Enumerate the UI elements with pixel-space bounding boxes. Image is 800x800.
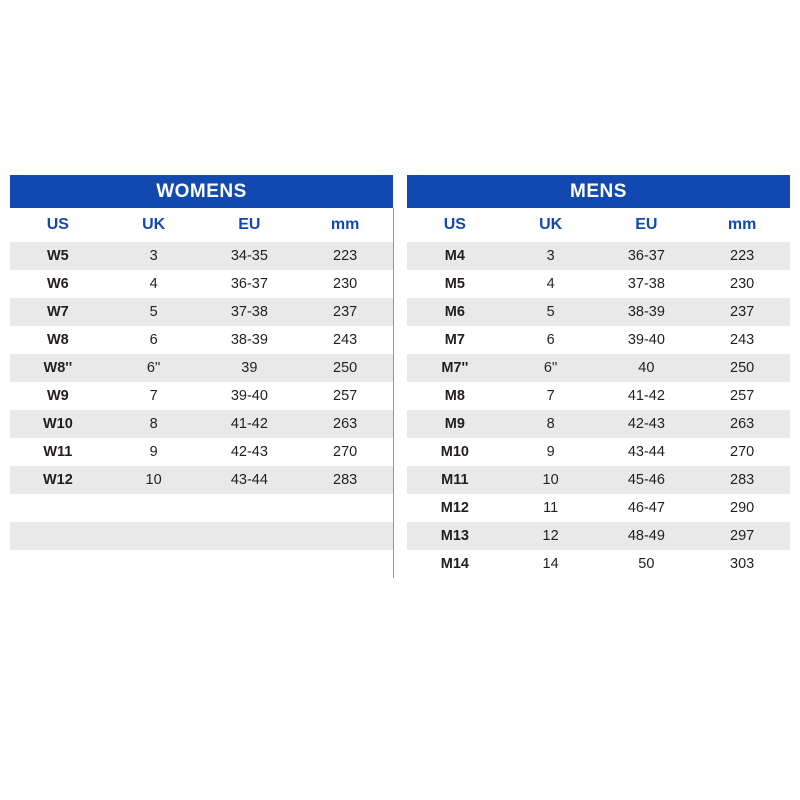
womens-banner: WOMENS (10, 175, 393, 208)
mens-us: M14 (407, 550, 503, 578)
mens-eu: 37-38 (599, 270, 695, 298)
womens-header-us: US (10, 208, 106, 242)
mens-eu: 45-46 (599, 466, 695, 494)
womens-us: W8'' (10, 354, 106, 382)
womens-us: W10 (10, 410, 106, 438)
size-chart-container (10, 175, 790, 578)
womens-eu: 36-37 (202, 270, 298, 298)
womens-uk: 8 (106, 410, 202, 438)
womens-header-eu: EU (202, 208, 298, 242)
mens-uk: 5 (503, 298, 599, 326)
mens-eu: 39-40 (599, 326, 695, 354)
mens-uk: 12 (503, 522, 599, 550)
mens-mm: 230 (694, 270, 790, 298)
divider-line (393, 208, 394, 578)
mens-uk: 6'' (503, 354, 599, 382)
womens-eu: 41-42 (202, 410, 298, 438)
mens-us: M11 (407, 466, 503, 494)
womens-eu: 39-40 (202, 382, 298, 410)
mens-eu: 40 (599, 354, 695, 382)
womens-us (10, 550, 106, 578)
womens-uk (106, 522, 202, 550)
mens-eu: 41-42 (599, 382, 695, 410)
mens-header-us: US (407, 208, 503, 242)
mens-mm: 237 (694, 298, 790, 326)
womens-us: W6 (10, 270, 106, 298)
mens-uk: 9 (503, 438, 599, 466)
mens-eu: 48-49 (599, 522, 695, 550)
womens-us: W12 (10, 466, 106, 494)
mens-eu: 46-47 (599, 494, 695, 522)
womens-eu (202, 494, 298, 522)
mens-us: M6 (407, 298, 503, 326)
womens-eu: 37-38 (202, 298, 298, 326)
mens-eu: 36-37 (599, 242, 695, 270)
mens-us: M12 (407, 494, 503, 522)
womens-header-uk: UK (106, 208, 202, 242)
womens-uk: 7 (106, 382, 202, 410)
mens-uk: 7 (503, 382, 599, 410)
mens-header-mm: mm (694, 208, 790, 242)
mens-banner: MENS (407, 175, 790, 208)
womens-uk (106, 494, 202, 522)
womens-mm: 223 (297, 242, 393, 270)
womens-uk: 6'' (106, 354, 202, 382)
mens-us: M9 (407, 410, 503, 438)
womens-us: W9 (10, 382, 106, 410)
womens-us (10, 522, 106, 550)
mens-mm: 297 (694, 522, 790, 550)
mens-mm: 303 (694, 550, 790, 578)
womens-mm (297, 522, 393, 550)
mens-mm: 243 (694, 326, 790, 354)
mens-us: M4 (407, 242, 503, 270)
womens-uk: 6 (106, 326, 202, 354)
mens-uk: 6 (503, 326, 599, 354)
womens-mm: 283 (297, 466, 393, 494)
womens-eu: 38-39 (202, 326, 298, 354)
womens-us: W5 (10, 242, 106, 270)
mens-uk: 14 (503, 550, 599, 578)
mens-mm: 270 (694, 438, 790, 466)
mens-mm: 263 (694, 410, 790, 438)
mens-uk: 10 (503, 466, 599, 494)
mens-us: M13 (407, 522, 503, 550)
womens-eu (202, 550, 298, 578)
mens-mm: 257 (694, 382, 790, 410)
womens-uk: 4 (106, 270, 202, 298)
womens-eu: 43-44 (202, 466, 298, 494)
womens-uk: 9 (106, 438, 202, 466)
mens-uk: 4 (503, 270, 599, 298)
size-conversion-table (10, 175, 790, 578)
womens-eu: 39 (202, 354, 298, 382)
womens-mm: 257 (297, 382, 393, 410)
mens-us: M7'' (407, 354, 503, 382)
mens-mm: 290 (694, 494, 790, 522)
mens-us: M7 (407, 326, 503, 354)
mens-mm: 223 (694, 242, 790, 270)
mens-us: M5 (407, 270, 503, 298)
womens-us (10, 494, 106, 522)
womens-header-mm: mm (297, 208, 393, 242)
mens-us: M10 (407, 438, 503, 466)
mens-eu: 38-39 (599, 298, 695, 326)
mens-header-eu: EU (599, 208, 695, 242)
banner-row (10, 175, 790, 208)
mens-eu: 43-44 (599, 438, 695, 466)
mens-uk: 8 (503, 410, 599, 438)
womens-us: W7 (10, 298, 106, 326)
mens-us: M8 (407, 382, 503, 410)
womens-us: W8 (10, 326, 106, 354)
womens-uk: 10 (106, 466, 202, 494)
womens-mm: 250 (297, 354, 393, 382)
table-divider (393, 175, 407, 578)
womens-mm (297, 550, 393, 578)
mens-eu: 42-43 (599, 410, 695, 438)
womens-uk: 5 (106, 298, 202, 326)
mens-header-uk: UK (503, 208, 599, 242)
womens-us: W11 (10, 438, 106, 466)
womens-eu (202, 522, 298, 550)
womens-eu: 42-43 (202, 438, 298, 466)
womens-uk (106, 550, 202, 578)
womens-mm: 270 (297, 438, 393, 466)
womens-mm (297, 494, 393, 522)
womens-mm: 263 (297, 410, 393, 438)
mens-mm: 283 (694, 466, 790, 494)
mens-uk: 3 (503, 242, 599, 270)
mens-eu: 50 (599, 550, 695, 578)
womens-mm: 230 (297, 270, 393, 298)
womens-mm: 237 (297, 298, 393, 326)
womens-mm: 243 (297, 326, 393, 354)
mens-mm: 250 (694, 354, 790, 382)
womens-eu: 34-35 (202, 242, 298, 270)
mens-uk: 11 (503, 494, 599, 522)
womens-uk: 3 (106, 242, 202, 270)
